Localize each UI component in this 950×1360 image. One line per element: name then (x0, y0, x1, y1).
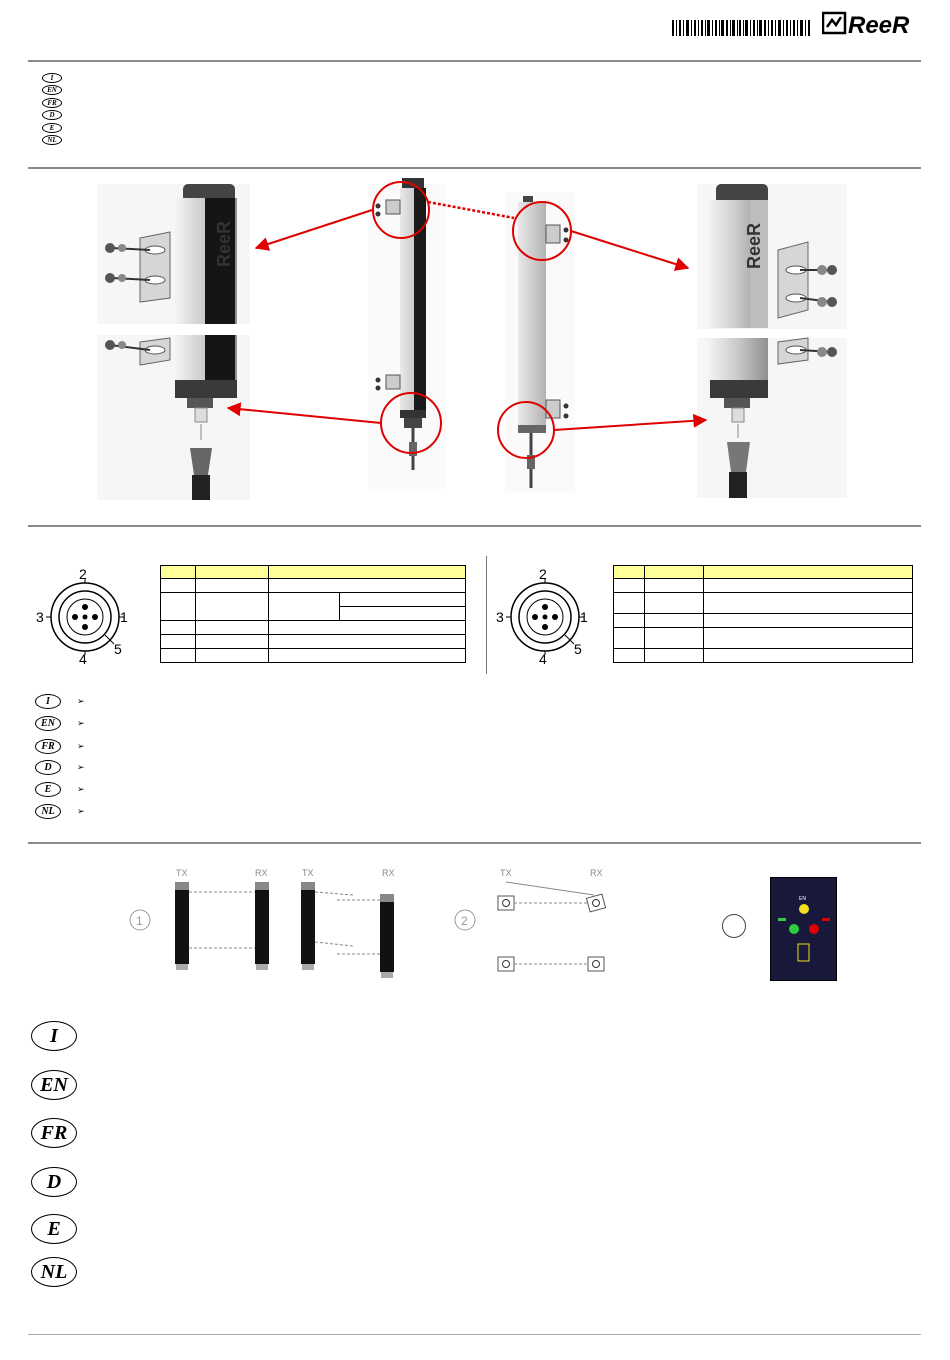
lang-badge: EN (35, 716, 61, 731)
tx-label: TX (176, 868, 188, 878)
alignment-figure-2 (450, 862, 620, 987)
led-label: EN (799, 896, 806, 902)
detail-left-top (97, 184, 250, 324)
lang-badge: D (35, 760, 61, 775)
divider (28, 167, 921, 169)
pin-label: 3 (36, 609, 44, 625)
led-panel (770, 877, 837, 981)
lang-badge: E (31, 1214, 77, 1244)
led-panel-graphic (771, 878, 836, 980)
tx-label: TX (302, 868, 314, 878)
figure-3-number-circle (722, 914, 746, 938)
bullet-arrow-icon: ➢ (77, 741, 85, 751)
alignment-diagram-2 (450, 862, 620, 987)
lang-badge: NL (42, 135, 62, 145)
pin-label: 4 (539, 651, 547, 667)
barcode-graphic (672, 20, 812, 36)
red-mark-icon (822, 918, 830, 921)
pin-label: 2 (539, 566, 547, 582)
bullet-arrow-icon: ➢ (77, 696, 85, 706)
lang-badge: FR (35, 739, 61, 754)
lang-badge: E (42, 123, 62, 133)
pinout-table-rx (613, 565, 913, 663)
detail-right-bottom (697, 338, 847, 498)
rx-label: RX (382, 868, 395, 878)
rx-label: RX (255, 868, 268, 878)
pin-label: 4 (79, 651, 87, 667)
lang-badge: I (42, 73, 62, 83)
figure-number: 1 (136, 914, 143, 928)
lang-badge: D (31, 1167, 77, 1197)
alignment-figure-1 (125, 862, 415, 987)
lang-badge: I (35, 694, 61, 709)
reer-logo-icon (822, 10, 918, 38)
divider (28, 525, 921, 527)
pin-label: 5 (114, 641, 122, 657)
detail-right-top (697, 184, 847, 329)
barcode (672, 20, 812, 36)
lang-badge: NL (31, 1257, 77, 1287)
lang-badge: D (42, 110, 62, 120)
red-led-icon (809, 924, 819, 934)
svg-text:ReeR: ReeR (744, 222, 764, 269)
bullet-arrow-icon: ➢ (77, 762, 85, 772)
pin-label: 1 (120, 609, 128, 625)
mounting-illustration (0, 170, 950, 510)
bullet-arrow-icon: ➢ (77, 806, 85, 816)
lang-badge: EN (31, 1070, 77, 1100)
alignment-diagram-1 (125, 862, 415, 987)
bullet-arrow-icon: ➢ (77, 718, 85, 728)
green-mark-icon (778, 918, 786, 921)
brand-logo (822, 10, 918, 38)
divider (28, 1334, 921, 1335)
connector-rx-diagram (490, 560, 600, 670)
lang-badge: NL (35, 804, 61, 819)
detail-left-bottom (97, 335, 250, 500)
tx-label: TX (500, 868, 512, 878)
divider (28, 60, 921, 62)
pin-label: 5 (574, 641, 582, 657)
connector-tx-diagram (30, 560, 140, 670)
lang-badge: FR (42, 98, 62, 108)
rx-label: RX (590, 868, 603, 878)
light-curtain-rx (498, 192, 575, 492)
column-divider (486, 556, 487, 674)
lang-badge: I (31, 1021, 77, 1051)
bullet-arrow-icon: ➢ (77, 784, 85, 794)
divider (28, 842, 921, 844)
pin-label: 3 (496, 609, 504, 625)
connector-rx (490, 560, 600, 670)
svg-text:ReeR: ReeR (214, 220, 234, 267)
pin-label: 1 (580, 609, 588, 625)
lang-badge: EN (42, 85, 62, 95)
display-window-icon (798, 944, 809, 961)
figure-number: 2 (461, 914, 468, 928)
light-curtain-tx (368, 178, 446, 489)
mounting-diagram (0, 170, 950, 510)
yellow-led-icon (799, 904, 809, 914)
pinout-table-tx (160, 565, 466, 663)
pin-label: 2 (79, 566, 87, 582)
connector-tx (30, 560, 140, 670)
lang-badge: FR (31, 1118, 77, 1148)
green-led-icon (789, 924, 799, 934)
brand-name: ReeR (848, 12, 910, 38)
lang-badge: E (35, 782, 61, 797)
